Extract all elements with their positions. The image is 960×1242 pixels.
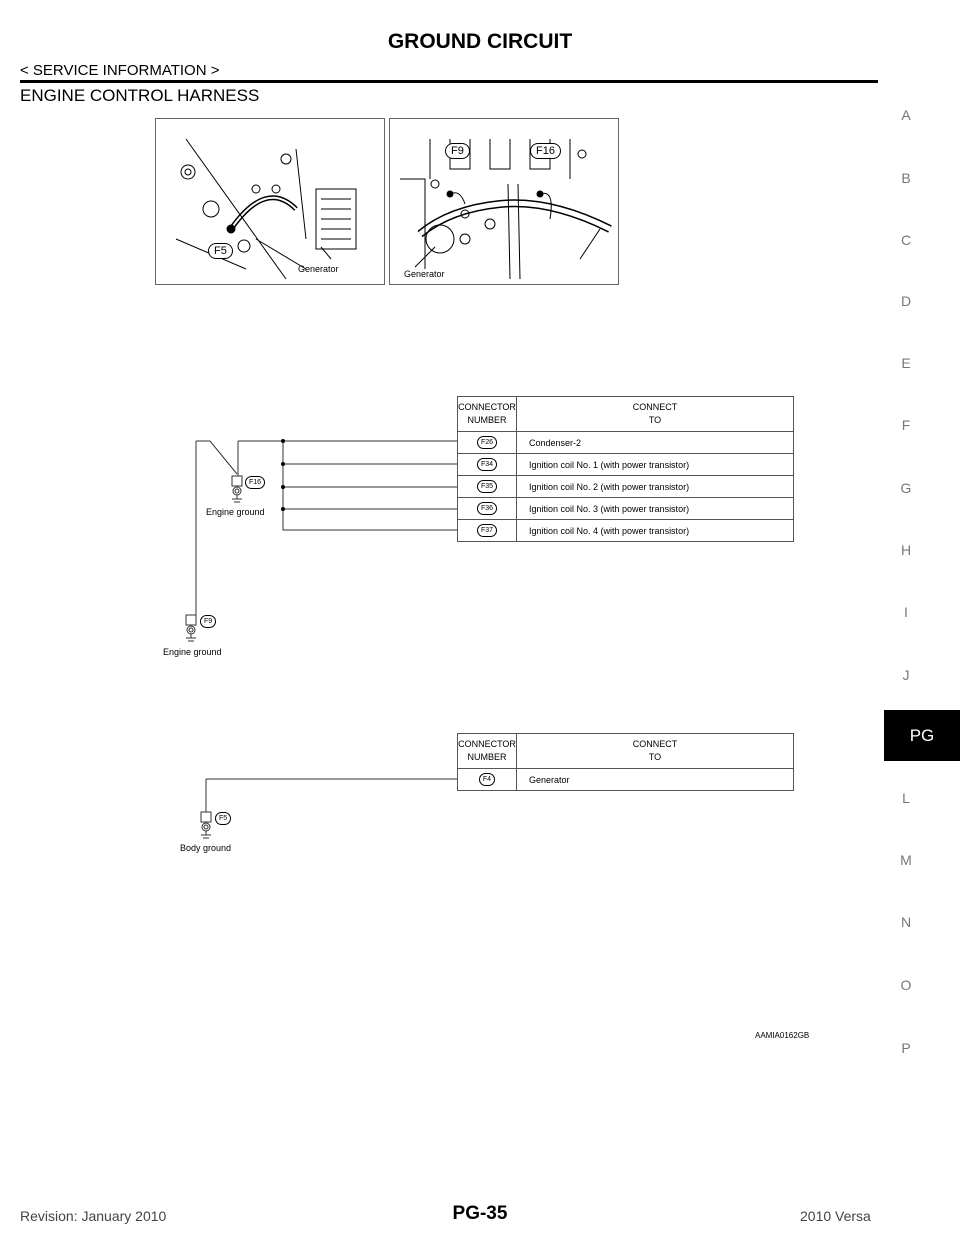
connect-to: Ignition coil No. 4 (with power transistor) bbox=[517, 520, 794, 542]
connector-id: F35 bbox=[477, 480, 497, 493]
callout-f5: F5 bbox=[208, 243, 233, 259]
connector-f9: F9 bbox=[200, 615, 216, 628]
connector-id: F34 bbox=[477, 458, 497, 471]
connector-id: F37 bbox=[477, 524, 497, 537]
index-pg-active[interactable]: PG bbox=[884, 710, 960, 761]
figure-code: AAMIA0162GB bbox=[755, 1031, 810, 1040]
bus-wires bbox=[283, 441, 457, 530]
index-j[interactable]: J bbox=[902, 667, 910, 683]
index-o[interactable]: O bbox=[900, 977, 912, 993]
revision-date: Revision: January 2010 bbox=[20, 1208, 167, 1224]
wire bbox=[206, 779, 457, 812]
index-b[interactable]: B bbox=[901, 170, 911, 186]
index-n[interactable]: N bbox=[900, 914, 912, 930]
connector-id: F36 bbox=[477, 502, 497, 515]
index-f[interactable]: F bbox=[901, 417, 911, 433]
index-g[interactable]: G bbox=[900, 480, 912, 496]
index-i[interactable]: I bbox=[904, 604, 908, 620]
connect-to: Condenser-2 bbox=[517, 432, 794, 454]
connector-f16: F16 bbox=[245, 476, 265, 489]
ground-label: Body ground bbox=[180, 843, 232, 853]
header-connector-number: CONNECTOR NUMBER bbox=[458, 734, 517, 769]
wire bbox=[196, 441, 237, 474]
model-name: 2010 Versa bbox=[800, 1208, 871, 1224]
connector-table-2 bbox=[457, 733, 794, 791]
header-connector-number: CONNECTOR NUMBER bbox=[458, 397, 517, 432]
ground-symbol-f16 bbox=[232, 476, 242, 502]
connector-f5: F5 bbox=[215, 812, 231, 825]
connector-id: F26 bbox=[477, 436, 497, 449]
table-row bbox=[458, 476, 794, 498]
index-d[interactable]: D bbox=[900, 293, 912, 309]
index-h[interactable]: H bbox=[900, 542, 912, 558]
connect-to: Ignition coil No. 2 (with power transistor) bbox=[517, 476, 794, 498]
generator-label: Generator bbox=[404, 269, 445, 279]
connector-id: F4 bbox=[479, 773, 495, 786]
index-e[interactable]: E bbox=[901, 355, 911, 371]
index-a[interactable]: A bbox=[901, 107, 911, 123]
connect-to: Ignition coil No. 1 (with power transistor) bbox=[517, 454, 794, 476]
table-row bbox=[458, 432, 794, 454]
ground-label: Engine ground bbox=[206, 507, 265, 517]
callout-f16: F16 bbox=[530, 143, 561, 159]
index-l[interactable]: L bbox=[902, 790, 910, 806]
connect-to: Generator bbox=[517, 769, 794, 791]
index-c[interactable]: C bbox=[900, 232, 912, 248]
ground-symbol-f9 bbox=[186, 615, 196, 641]
page-title: GROUND CIRCUIT bbox=[387, 30, 573, 53]
connector-table-1 bbox=[457, 396, 794, 542]
table-row bbox=[458, 454, 794, 476]
table-row bbox=[458, 769, 794, 791]
table-row bbox=[458, 498, 794, 520]
header-connect-to: CONNECT TO bbox=[517, 734, 794, 769]
callout-f9: F9 bbox=[445, 143, 470, 159]
ground-symbol-f5 bbox=[201, 812, 211, 838]
section-title: ENGINE CONTROL HARNESS bbox=[20, 86, 260, 105]
index-p[interactable]: P bbox=[901, 1040, 911, 1056]
ground-label: Engine ground bbox=[163, 647, 222, 657]
index-m[interactable]: M bbox=[900, 852, 912, 868]
header-connect-to: CONNECT TO bbox=[517, 397, 794, 432]
table-row bbox=[458, 520, 794, 542]
breadcrumb: < SERVICE INFORMATION > bbox=[20, 62, 220, 79]
connect-to: Ignition coil No. 3 (with power transistor) bbox=[517, 498, 794, 520]
generator-label: Generator bbox=[298, 264, 339, 274]
page-number: PG-35 bbox=[452, 1203, 508, 1224]
